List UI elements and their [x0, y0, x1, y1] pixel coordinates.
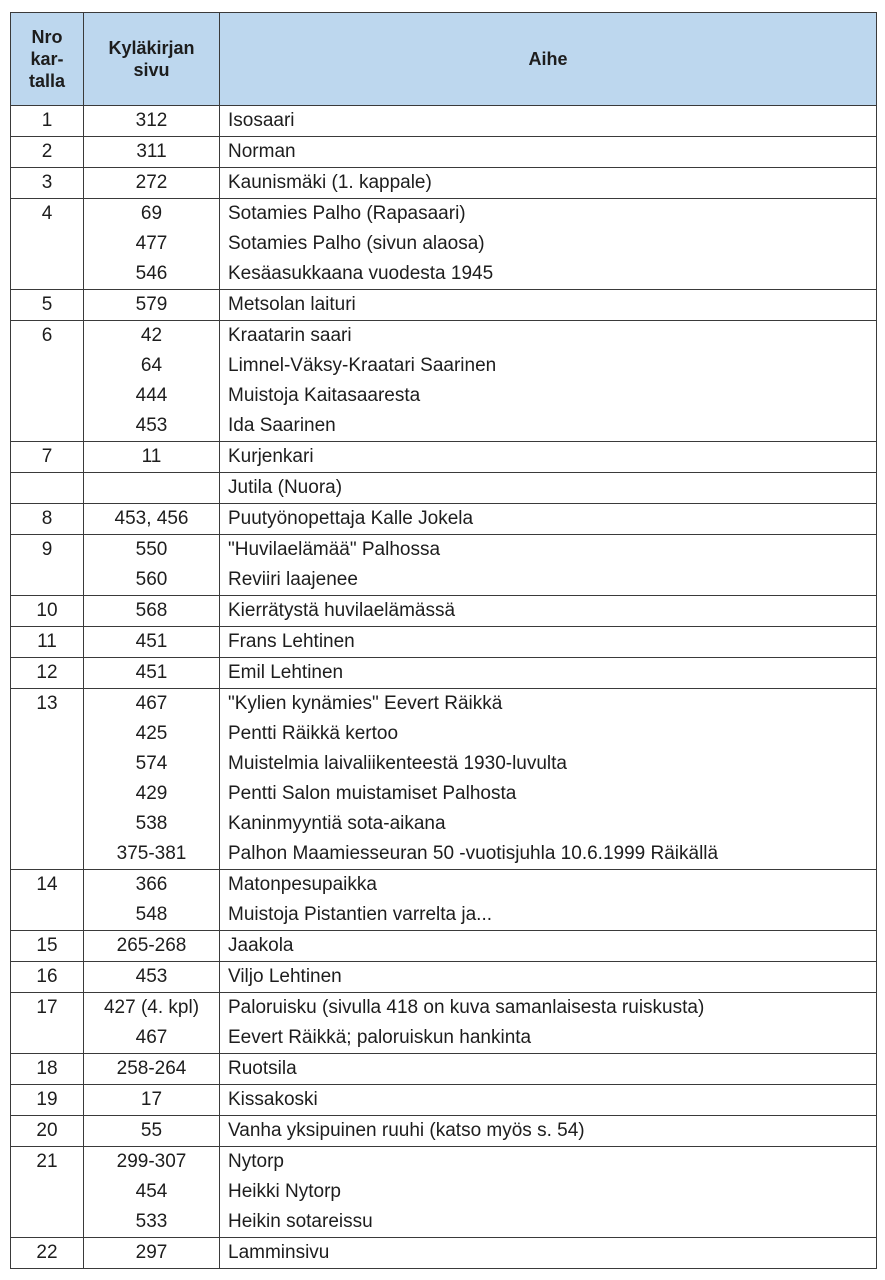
topic-cell: [220, 658, 877, 689]
map-number: 6: [41, 325, 53, 346]
topic-text: Jutila (Nuora): [228, 477, 343, 498]
topic-cell: [220, 290, 877, 321]
table-row: [11, 689, 877, 870]
header-nro-line: kar-: [30, 49, 64, 69]
page-number: 366: [135, 874, 168, 895]
table-row: [11, 1238, 877, 1269]
map-number-cell: [11, 1085, 84, 1116]
header-aihe: Aihe: [220, 13, 877, 106]
topic-text: Sotamies Palho (sivun alaosa): [228, 233, 485, 254]
page-cell: [84, 199, 220, 290]
page-cell: [84, 290, 220, 321]
topic-text: Ida Saarinen: [228, 415, 336, 436]
map-number-cell: [11, 689, 84, 870]
table-row: [11, 321, 877, 442]
page-number: 425: [135, 723, 168, 744]
page-number: 451: [135, 631, 168, 652]
topic-text: Kierrätystä huvilaelämässä: [228, 600, 456, 621]
page-number: 574: [135, 753, 168, 774]
topic-text: Nytorp: [228, 1151, 284, 1172]
page-cell: [84, 1054, 220, 1085]
page-number: 451: [135, 662, 168, 683]
topic-cell: [220, 321, 877, 442]
map-number: 4: [41, 203, 53, 224]
map-number-cell: [11, 199, 84, 290]
topic-cell: [220, 931, 877, 962]
page-number: 444: [135, 385, 168, 406]
topic-text: Metsolan laituri: [228, 294, 356, 315]
topic-text: Lamminsivu: [228, 1242, 330, 1263]
map-number-cell: [11, 1147, 84, 1238]
topic-cell: [220, 962, 877, 993]
map-number-cell: [11, 535, 84, 596]
topic-cell: [220, 1054, 877, 1085]
topic-text: Reviiri laajenee: [228, 569, 358, 590]
topic-text: Pentti Räikkä kertoo: [228, 723, 399, 744]
table-row: [11, 962, 877, 993]
page-number: 265-268: [116, 935, 187, 956]
map-number: 18: [36, 1058, 58, 1079]
page-cell: [84, 962, 220, 993]
map-number: 10: [36, 600, 58, 621]
page-number: 427 (4. kpl): [103, 997, 200, 1018]
page-cell: [84, 658, 220, 689]
table-row: [11, 535, 877, 596]
topic-text: Kurjenkari: [228, 446, 314, 467]
page-number: 429: [135, 783, 168, 804]
topic-text: Muistelmia laivaliikenteestä 1930-luvulta: [228, 753, 568, 774]
table-row: [11, 137, 877, 168]
table-row: [11, 1116, 877, 1147]
topic-text: Pentti Salon muistamiset Palhosta: [228, 783, 517, 804]
map-number: 17: [36, 997, 58, 1018]
map-number-cell: [11, 168, 84, 199]
table-row: [11, 596, 877, 627]
table-row: [11, 504, 877, 535]
table-row: [11, 1085, 877, 1116]
page-number: 55: [140, 1120, 163, 1141]
page-number: 272: [135, 172, 168, 193]
page-number: 568: [135, 600, 168, 621]
topic-text: Heikin sotareissu: [228, 1211, 373, 1232]
header-sivu: [84, 13, 220, 106]
map-number-cell: [11, 962, 84, 993]
map-number: 21: [36, 1151, 58, 1172]
page-cell: [84, 168, 220, 199]
map-number-cell: [11, 137, 84, 168]
table-row: [11, 290, 877, 321]
page-number: 312: [135, 110, 168, 131]
topic-text: Heikki Nytorp: [228, 1181, 341, 1202]
topic-cell: [220, 1238, 877, 1269]
page-cell: [84, 1147, 220, 1238]
topic-text: "Huvilaelämää" Palhossa: [228, 539, 441, 560]
page-number: 297: [135, 1242, 168, 1263]
topic-text: Eevert Räikkä; paloruiskun hankinta: [228, 1027, 532, 1048]
page-cell: [84, 321, 220, 442]
table-row: [11, 1054, 877, 1085]
map-number-cell: [11, 1054, 84, 1085]
topic-cell: [220, 993, 877, 1054]
topic-cell: [220, 1085, 877, 1116]
map-number: 11: [37, 631, 57, 652]
page-cell: [84, 1085, 220, 1116]
map-number: 13: [36, 693, 58, 714]
topic-cell: [220, 442, 877, 473]
page-number: 546: [135, 263, 168, 284]
header-row: [11, 13, 877, 106]
map-number-cell: [11, 1116, 84, 1147]
map-number-cell: [11, 106, 84, 137]
page-cell: [84, 1238, 220, 1269]
topic-text: Norman: [228, 141, 296, 162]
topic-text: Ruotsila: [228, 1058, 297, 1079]
topic-cell: [220, 168, 877, 199]
topic-text: Jaakola: [228, 935, 294, 956]
map-number: 20: [36, 1120, 58, 1141]
table-row: [11, 1147, 877, 1238]
map-number-cell: [11, 627, 84, 658]
map-number: 12: [36, 662, 58, 683]
table-row: [11, 658, 877, 689]
topic-text: Muistoja Kaitasaaresta: [228, 385, 421, 406]
map-number-cell: [11, 1238, 84, 1269]
topic-cell: [220, 689, 877, 870]
topic-text: Matonpesupaikka: [228, 874, 377, 895]
topic-text: Muistoja Pistantien varrelta ja...: [228, 904, 493, 925]
topic-cell: [220, 870, 877, 931]
topic-text: Vanha yksipuinen ruuhi (katso myös s. 54): [228, 1120, 585, 1141]
page-cell: [84, 596, 220, 627]
topic-text: Palhon Maamiesseuran 50 -vuotisjuhla 10.6.1999 Räikällä: [228, 843, 719, 864]
table-header: [11, 13, 877, 106]
page-number: 11: [141, 446, 162, 467]
header-nro-line: Nro: [31, 27, 63, 47]
map-number: 14: [36, 874, 58, 895]
page-number: 453: [135, 966, 168, 987]
table-row: [11, 627, 877, 658]
table-row: [11, 199, 877, 290]
page-number: 548: [135, 904, 168, 925]
map-number: 7: [41, 446, 53, 467]
page-number: 453, 456: [114, 508, 189, 529]
page-cell: [84, 931, 220, 962]
map-number: [11, 473, 83, 503]
map-number: 19: [36, 1089, 58, 1110]
map-number-cell: [11, 931, 84, 962]
topic-text: Limnel-Väksy-Kraatari Saarinen: [228, 355, 497, 376]
map-number-cell: [11, 442, 84, 473]
map-number: 5: [41, 294, 53, 315]
table-body: [11, 106, 877, 1269]
map-number: 2: [41, 141, 53, 162]
topic-text: Viljo Lehtinen: [228, 966, 342, 987]
header-sivu-line: Kyläkirjan: [108, 38, 195, 58]
page-number: 533: [135, 1211, 168, 1232]
page-number: 311: [136, 141, 167, 162]
page-number: 69: [140, 203, 163, 224]
header-nro-line: talla: [28, 71, 66, 91]
table-row: [11, 993, 877, 1054]
map-number: 15: [36, 935, 58, 956]
page-number: 477: [135, 233, 168, 254]
page-cell: [84, 993, 220, 1054]
page-number: 453: [135, 415, 168, 436]
topic-text: Kaninmyyntiä sota-aikana: [228, 813, 446, 834]
page-number: 538: [135, 813, 168, 834]
topic-text: Frans Lehtinen: [228, 631, 355, 652]
map-index-table: [10, 12, 877, 1269]
map-number-cell: [11, 596, 84, 627]
page-number: [84, 473, 219, 503]
topic-text: Paloruisku (sivulla 418 on kuva samanlaisesta ruiskusta): [228, 997, 705, 1018]
topic-text: Emil Lehtinen: [228, 662, 344, 683]
page-number: 299-307: [116, 1151, 187, 1172]
map-number: 16: [36, 966, 58, 987]
topic-cell: [220, 535, 877, 596]
page-cell: [84, 442, 220, 473]
page-number: 64: [140, 355, 163, 376]
topic-text: Kaunismäki (1. kappale): [228, 172, 432, 193]
topic-cell: [220, 627, 877, 658]
map-number-cell: [11, 658, 84, 689]
table-row: [11, 870, 877, 931]
page-number: 17: [140, 1089, 163, 1110]
map-number-cell: [11, 321, 84, 442]
page-cell: [84, 106, 220, 137]
page-cell: [84, 137, 220, 168]
map-number-cell: [11, 473, 84, 504]
table-row: [11, 106, 877, 137]
topic-text: Kesäasukkaana vuodesta 1945: [228, 263, 494, 284]
topic-cell: [220, 1116, 877, 1147]
page-number: 42: [140, 325, 163, 346]
table-row: [11, 931, 877, 962]
page-cell: [84, 535, 220, 596]
map-number: 8: [41, 508, 53, 529]
map-number: 1: [41, 110, 53, 131]
page-number: 467: [135, 693, 168, 714]
table-row: [11, 442, 877, 473]
map-number: 9: [41, 539, 53, 560]
topic-cell: [220, 504, 877, 535]
topic-cell: [220, 106, 877, 137]
topic-text: Kraatarin saari: [228, 325, 352, 346]
page-number: 258-264: [116, 1058, 187, 1079]
page-number: 454: [135, 1181, 168, 1202]
map-number-cell: [11, 504, 84, 535]
topic-text: Puutyönopettaja Kalle Jokela: [228, 508, 474, 529]
map-number-cell: [11, 290, 84, 321]
page-number: 467: [135, 1027, 168, 1048]
page-cell: [84, 627, 220, 658]
page-number: 579: [135, 294, 168, 315]
page-cell: [84, 689, 220, 870]
page-cell: [84, 870, 220, 931]
page-number: 375-381: [116, 843, 187, 864]
topic-text: Sotamies Palho (Rapasaari): [228, 203, 466, 224]
topic-text: Isosaari: [228, 110, 295, 131]
map-number-cell: [11, 993, 84, 1054]
topic-cell: [220, 1147, 877, 1238]
table-row: [11, 168, 877, 199]
topic-cell: [220, 137, 877, 168]
header-nro: [11, 13, 84, 106]
page-cell: [84, 504, 220, 535]
table-row: [11, 473, 877, 504]
topic-cell: [220, 596, 877, 627]
page-cell: [84, 1116, 220, 1147]
topic-text: Kissakoski: [228, 1089, 318, 1110]
map-number-cell: [11, 870, 84, 931]
page-cell: [84, 473, 220, 504]
page-number: 550: [135, 539, 168, 560]
page-number: 560: [135, 569, 168, 590]
topic-text: "Kylien kynämies" Eevert Räikkä: [228, 693, 503, 714]
topic-cell: [220, 199, 877, 290]
map-number: 3: [41, 172, 53, 193]
topic-cell: [220, 473, 877, 504]
header-sivu-line: sivu: [133, 60, 170, 80]
map-number: 22: [36, 1242, 58, 1263]
